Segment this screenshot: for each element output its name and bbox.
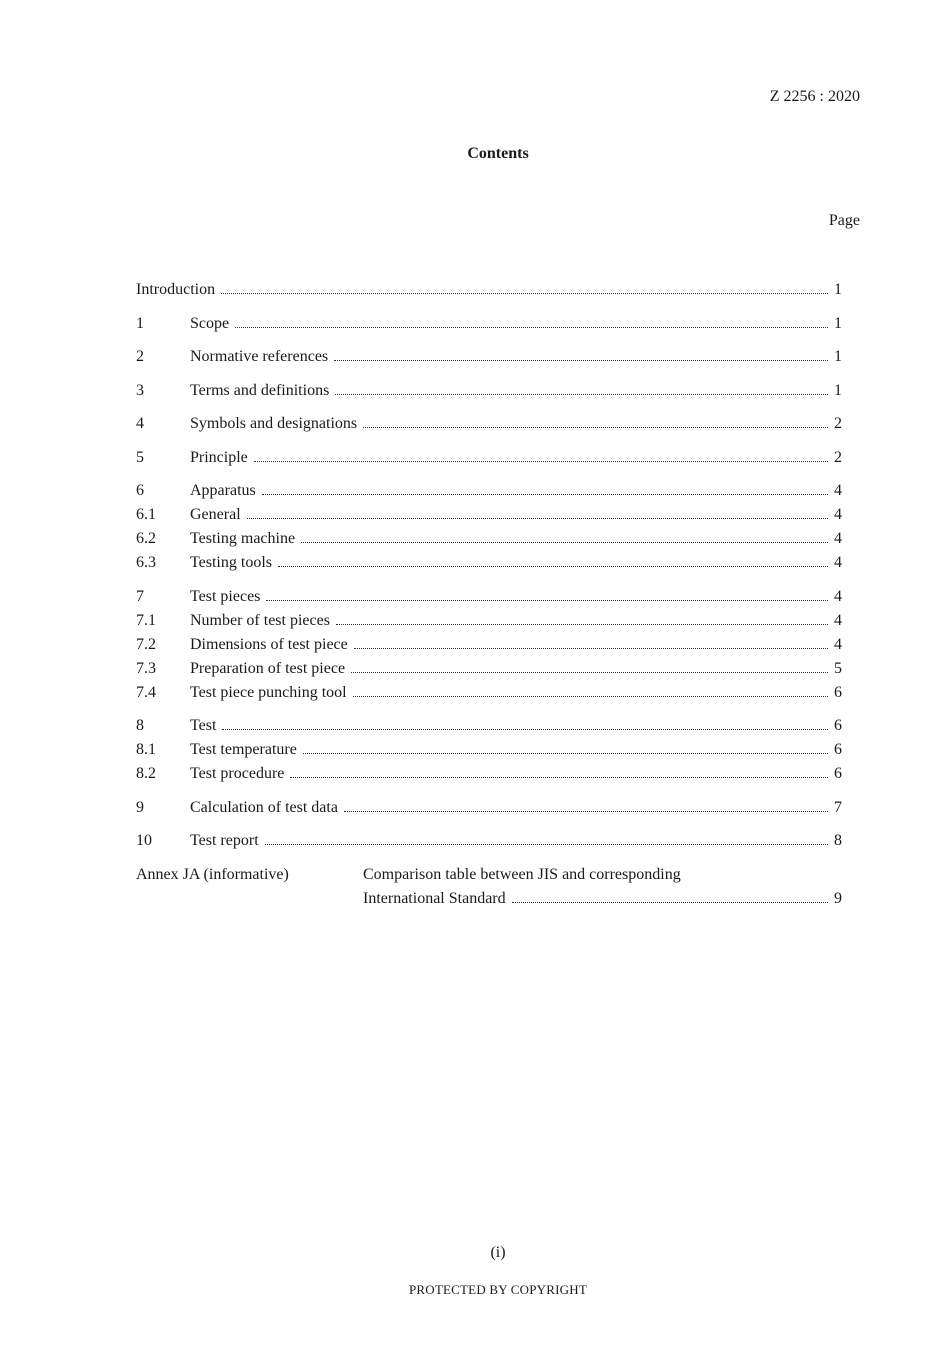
toc-entry-label: Terms and definitions bbox=[190, 381, 330, 399]
toc-entry-label: Symbols and designations bbox=[190, 415, 358, 432]
toc-entry-number: 8.2 bbox=[136, 765, 156, 782]
toc-entry-7-2[interactable] bbox=[136, 633, 842, 657]
annex-prefix: Annex JA (informative) bbox=[136, 865, 289, 883]
leader-dots bbox=[351, 672, 828, 673]
toc-entry-label: Calculation of test data bbox=[190, 798, 338, 816]
toc-entry-7-4[interactable] bbox=[136, 681, 842, 705]
toc-entry-label: General bbox=[190, 506, 241, 523]
toc-entry-number: 10 bbox=[136, 832, 152, 849]
toc-entry-6[interactable] bbox=[136, 479, 842, 503]
toc-entry-4[interactable] bbox=[136, 412, 842, 436]
toc-entry-5[interactable] bbox=[136, 446, 842, 470]
toc-entry-label: Test piece punching tool bbox=[190, 683, 347, 701]
toc-entry-page: 1 bbox=[834, 348, 842, 365]
table-of-contents bbox=[136, 278, 842, 911]
toc-entry-page: 8 bbox=[834, 832, 842, 849]
page-title: Contents bbox=[467, 145, 529, 162]
toc-entry-label: Test report bbox=[190, 832, 259, 849]
leader-dots bbox=[344, 811, 828, 812]
toc-entry-9[interactable] bbox=[136, 796, 842, 820]
leader-dots bbox=[247, 518, 828, 519]
toc-entry-number: 9 bbox=[136, 798, 144, 816]
leader-dots bbox=[336, 624, 828, 625]
toc-entry-label: Testing machine bbox=[190, 530, 296, 547]
leader-dots bbox=[290, 777, 828, 778]
leader-dots bbox=[262, 494, 828, 495]
leader-dots bbox=[512, 902, 828, 903]
toc-entry-label: Test bbox=[190, 717, 217, 734]
toc-entry-number: 6.1 bbox=[136, 506, 156, 523]
toc-entry-3[interactable] bbox=[136, 379, 842, 403]
toc-entry-number: 7.4 bbox=[136, 683, 156, 701]
toc-entry-8[interactable] bbox=[136, 714, 842, 738]
toc-entry-6-2[interactable] bbox=[136, 527, 842, 551]
toc-entry-1[interactable] bbox=[136, 312, 842, 336]
toc-entry-page: 1 bbox=[834, 281, 842, 298]
toc-entry-number: 4 bbox=[136, 415, 144, 432]
toc-entry-page: 6 bbox=[834, 717, 842, 734]
leader-dots bbox=[222, 729, 828, 730]
toc-entry-label: Apparatus bbox=[190, 482, 256, 499]
leader-dots bbox=[335, 394, 828, 395]
annex-title-line1: Comparison table between JIS and corresponding bbox=[363, 865, 681, 883]
toc-entry-label: Test procedure bbox=[190, 765, 285, 782]
toc-entry-page: 1 bbox=[834, 381, 842, 399]
toc-entry-page: 9 bbox=[834, 889, 842, 907]
toc-entry-7[interactable] bbox=[136, 585, 842, 609]
toc-entry-page: 4 bbox=[834, 611, 842, 629]
toc-entry-label: Scope bbox=[190, 314, 230, 332]
leader-dots bbox=[354, 648, 828, 649]
toc-entry-label: Test temperature bbox=[190, 741, 297, 758]
toc-entry-page: 4 bbox=[834, 506, 842, 523]
leader-dots bbox=[363, 427, 828, 428]
leader-dots bbox=[303, 753, 828, 754]
toc-entry-number: 6.2 bbox=[136, 530, 156, 547]
footer-page-number: (i) bbox=[490, 1244, 506, 1261]
leader-dots bbox=[334, 360, 828, 361]
toc-entry-10[interactable] bbox=[136, 829, 842, 853]
toc-entry-2[interactable] bbox=[136, 345, 842, 369]
toc-entry-page: 7 bbox=[834, 798, 842, 816]
toc-entry-label: Test pieces bbox=[190, 587, 261, 605]
toc-entry-number: 8 bbox=[136, 717, 144, 734]
toc-entry-annex-ja[interactable] bbox=[136, 863, 842, 911]
toc-entry-page: 5 bbox=[834, 659, 842, 677]
toc-entry-page: 4 bbox=[834, 587, 842, 605]
toc-entry-page: 2 bbox=[834, 448, 842, 466]
document-id: Z 2256 : 2020 bbox=[769, 88, 860, 105]
toc-entry-number: 6.3 bbox=[136, 554, 156, 571]
leader-dots bbox=[235, 327, 828, 328]
page-column-label: Page bbox=[828, 212, 860, 229]
toc-entry-page: 6 bbox=[834, 741, 842, 758]
toc-entry-number: 7.3 bbox=[136, 659, 156, 677]
toc-entry-page: 2 bbox=[834, 415, 842, 432]
leader-dots bbox=[353, 696, 828, 697]
leader-dots bbox=[221, 293, 828, 294]
toc-entry-page: 4 bbox=[834, 482, 842, 499]
toc-entry-label: Introduction bbox=[136, 281, 216, 298]
toc-entry-page: 4 bbox=[834, 635, 842, 653]
leader-dots bbox=[266, 600, 828, 601]
toc-entry-number: 3 bbox=[136, 381, 144, 399]
toc-entry-label: Principle bbox=[190, 448, 248, 466]
toc-entry-page: 6 bbox=[834, 683, 842, 701]
toc-entry-number: 8.1 bbox=[136, 741, 156, 758]
toc-entry-page: 6 bbox=[834, 765, 842, 782]
toc-entry-page: 4 bbox=[834, 530, 842, 547]
toc-entry-number: 7 bbox=[136, 587, 144, 605]
toc-entry-label: Dimensions of test piece bbox=[190, 635, 348, 653]
toc-entry-7-1[interactable] bbox=[136, 609, 842, 633]
leader-dots bbox=[278, 566, 828, 567]
toc-entry-number: 5 bbox=[136, 448, 144, 466]
toc-entry-6-3[interactable] bbox=[136, 551, 842, 575]
leader-dots bbox=[301, 542, 828, 543]
toc-entry-7-3[interactable] bbox=[136, 657, 842, 681]
leader-dots bbox=[254, 461, 828, 462]
toc-entry-label: Normative references bbox=[190, 348, 329, 365]
toc-entry-label: Number of test pieces bbox=[190, 611, 330, 629]
toc-entry-introduction[interactable] bbox=[136, 278, 842, 302]
toc-entry-number: 7.1 bbox=[136, 611, 156, 629]
toc-entry-number: 7.2 bbox=[136, 635, 156, 653]
toc-entry-6-1[interactable] bbox=[136, 503, 842, 527]
toc-entry-8-2[interactable] bbox=[136, 762, 842, 786]
copyright-notice: PROTECTED BY COPYRIGHT bbox=[409, 1282, 587, 1297]
toc-entry-page: 4 bbox=[834, 554, 842, 571]
toc-entry-number: 2 bbox=[136, 348, 144, 365]
toc-entry-label: Preparation of test piece bbox=[190, 659, 346, 677]
leader-dots bbox=[265, 844, 828, 845]
toc-entry-8-1[interactable] bbox=[136, 738, 842, 762]
annex-title-line2: International Standard bbox=[363, 889, 506, 907]
toc-entry-page: 1 bbox=[834, 314, 842, 332]
toc-entry-number: 1 bbox=[136, 314, 144, 332]
toc-entry-number: 6 bbox=[136, 482, 144, 499]
toc-entry-label: Testing tools bbox=[190, 554, 272, 571]
